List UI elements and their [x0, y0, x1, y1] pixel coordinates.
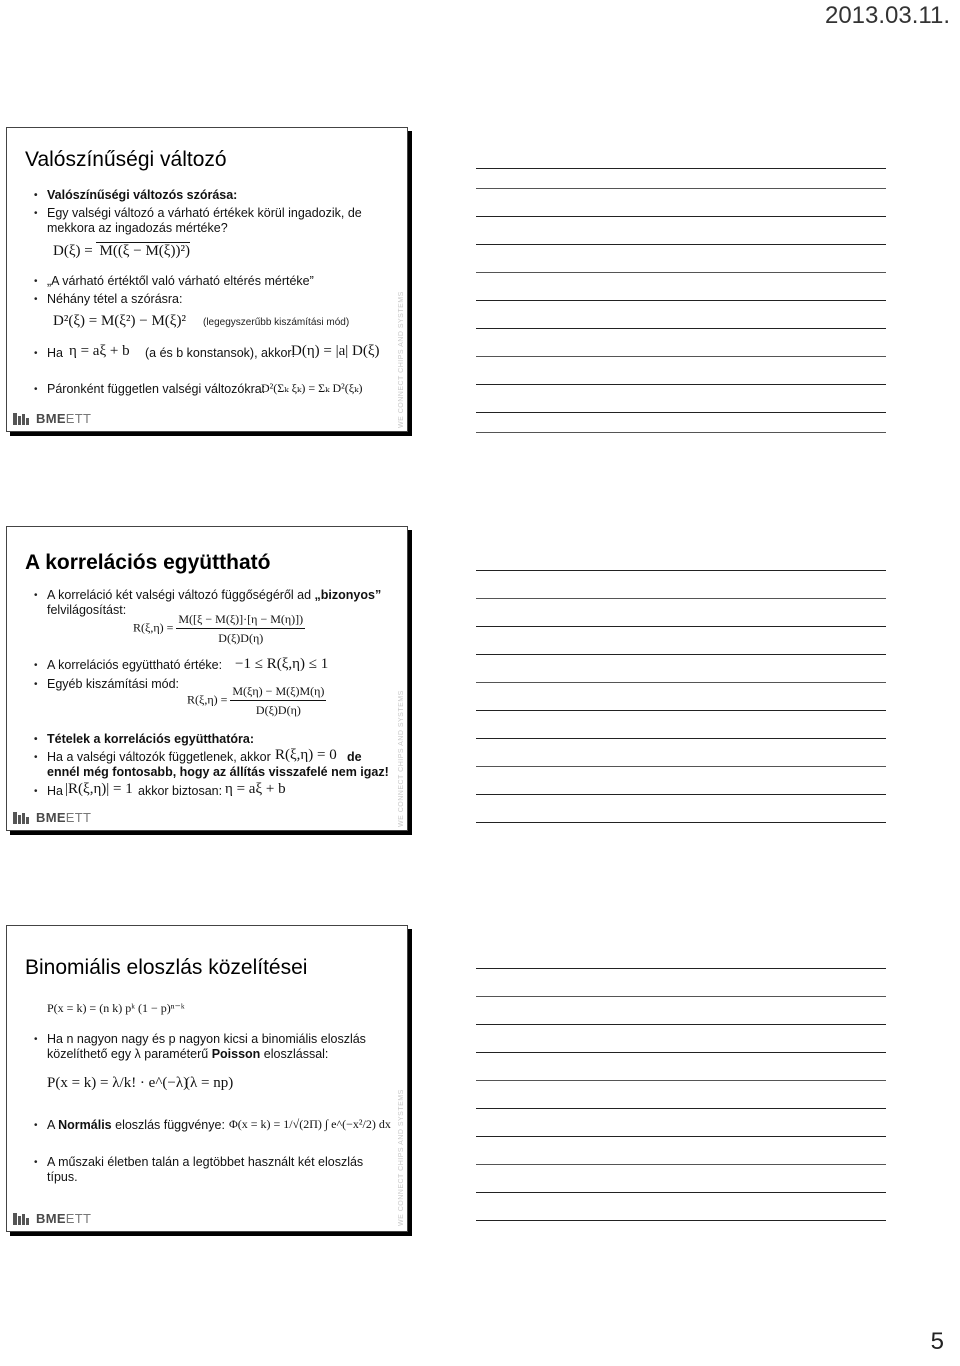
bullet-poisson-intro-cont: közelíthető egy λ paraméterű Poisson eloszlással: — [47, 1047, 329, 1061]
slide-binomial — [6, 925, 408, 1232]
slide-correlation — [6, 526, 408, 831]
formula-sum-variance: D²(Σₖ ξₖ) = Σₖ D²(ξₖ) — [261, 381, 363, 395]
formula-abs-one: |R(ξ,η)| = 1 — [65, 781, 133, 797]
logo-mark-icon — [13, 413, 33, 425]
page-number: 5 — [930, 1328, 944, 1355]
bullet-linear-prefix: • Ha — [47, 346, 63, 361]
bullet-linear-mid: (a és b konstansok), akkor: — [145, 346, 296, 360]
bullet-alt-method: • Egyéb kiszámítási mód: — [47, 677, 179, 692]
bullet-range: • A korrelációs együttható értéke: — [47, 658, 222, 673]
bmeett-logo — [13, 1211, 91, 1226]
formula-lambda: (λ = np) — [185, 1075, 234, 1091]
bullet-fluctuation: • Egy valségi változó a várható értékek körül ingadozik, de — [47, 206, 362, 221]
formula-variance: D²(ξ) = M(ξ²) − M(ξ)² — [53, 313, 186, 329]
bullet-poisson-intro: • Ha n nagyon nagy és p nagyon kicsi a binomiális eloszlás — [47, 1032, 366, 1047]
bullet-correlation-intro: • A korreláció két valségi változó függőségéről ad „bizonyos” — [47, 588, 381, 603]
formula-linear-result: D(η) = |a| D(ξ) — [291, 343, 380, 359]
formula-range: −1 ≤ R(ξ,η) ≤ 1 — [235, 656, 329, 672]
watermark: WE CONNECT CHIPS AND SYSTEMS — [398, 291, 405, 428]
formula-linear: η = aξ + b — [69, 343, 130, 359]
bullet-independence-cont: ennél még fontosabb, hogy az állítás visszafelé nem igaz! — [47, 765, 389, 779]
formula-poisson: P(x = k) = λ/k! · e^(−λ) — [47, 1075, 189, 1091]
bullet-theorems: • Néhány tétel a szórásra: — [47, 292, 183, 307]
slide-title: Valószínűségi változó — [25, 148, 227, 171]
logo-text: BMEETT — [36, 810, 92, 825]
logo-mark-icon — [13, 1213, 33, 1225]
bullet-correlation-intro-cont: felvilágosítást: — [47, 603, 127, 617]
logo-text: BMEETT — [36, 1211, 92, 1226]
logo-mark-icon — [13, 812, 33, 824]
formula-correlation-alt: R(ξ,η) = $\frac{M(\xi\eta) - M(\xi)M(\eta)}{D(\xi)D(\eta)}$ — [187, 684, 325, 717]
bullet-theorems: • Tételek a korrelációs együtthatóra: — [47, 732, 254, 747]
bmeett-logo — [13, 411, 91, 426]
formula-correlation-def: R(ξ,η) = $\frac{M([\xi - M(\xi)]\cdot[\eta - M(\eta)])}{D(\xi)D(\eta)}$ — [133, 612, 304, 645]
bullet-technical-life-cont: típus. — [47, 1170, 78, 1184]
bullet-fluctuation-cont: mekkora az ingadozás mértéke? — [47, 221, 228, 235]
bullet-technical-life: • A műszaki életben talán a legtöbbet használt két eloszlás — [47, 1155, 363, 1170]
watermark: WE CONNECT CHIPS AND SYSTEMS — [398, 1089, 405, 1226]
formula-normal: Φ(x = k) = 1/√(2Π) ∫ e^(−x²/2) dx — [229, 1117, 391, 1131]
formula-abs-linear: η = aξ + b — [225, 781, 286, 797]
note-simplest-method: (legegyszerűbb kiszámítási mód) — [203, 317, 350, 328]
formula-independence: R(ξ,η) = 0 — [275, 747, 337, 763]
slide-variance — [6, 127, 408, 432]
bullet-independent: • Páronként független valségi változókra: — [47, 382, 265, 397]
bullet-normal: • A Normális eloszlás függvénye: — [47, 1118, 225, 1133]
bullet-independence: • Ha a valségi változók függetlenek, akkor — [47, 750, 271, 765]
bullet-variance-heading: • Valószínűségi változós szórása: — [47, 188, 237, 203]
bullet-independence-de: de — [347, 750, 362, 764]
bullet-abs-mid: akkor biztosan: — [138, 784, 223, 798]
watermark: WE CONNECT CHIPS AND SYSTEMS — [398, 690, 405, 827]
logo-text: BMEETT — [36, 411, 92, 426]
formula-std-dev: D(ξ) = M((ξ − M(ξ))²) — [53, 243, 190, 259]
bmeett-logo — [13, 810, 91, 825]
slide-title: Binomiális eloszlás közelítései — [25, 956, 308, 979]
formula-binomial: P(x = k) = (n k) pᵏ (1 − p)ⁿ⁻ᵏ — [47, 1001, 185, 1015]
bullet-abs-prefix: • Ha — [47, 784, 63, 799]
page-date: 2013.03.11. — [824, 2, 950, 29]
slide-title: A korrelációs együttható — [25, 551, 271, 574]
bullet-expected-deviation: • „A várható értéktől való várható eltérés mértéke” — [47, 274, 314, 289]
